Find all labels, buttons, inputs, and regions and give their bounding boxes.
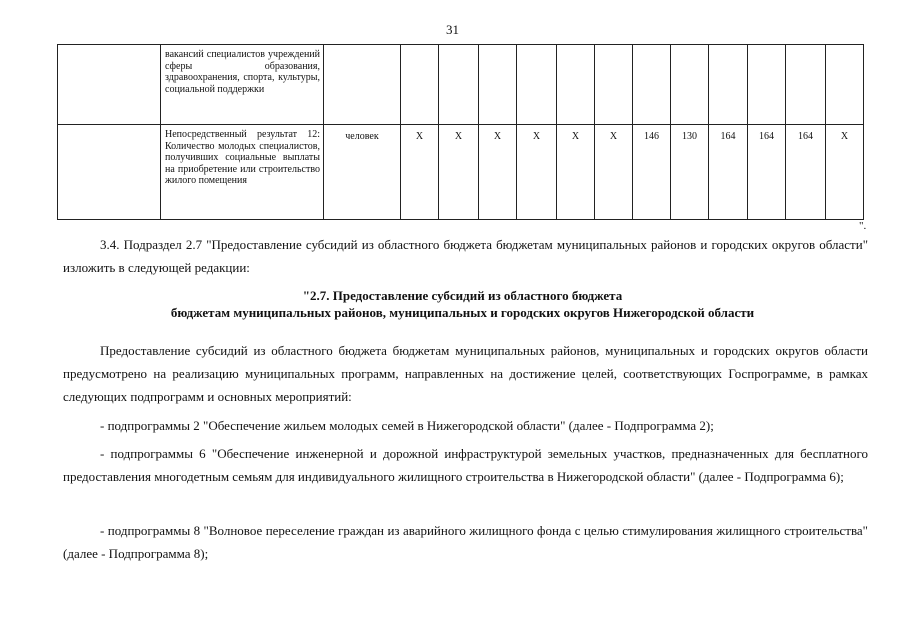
table-cell: X [826,125,864,220]
table-cell: 146 [633,125,671,220]
paragraph-subprogram-6: - подпрограммы 6 "Обеспечение инженерной и дорожной инфраструктурой земельных участков, предназначенных для бесплатного предоставления многодетным семьям для индивидуального жилищного строительства в Нижегородской области" (далее - Подпрограмма 6); [63,446,868,484]
table-cell-unit: человек [324,125,401,220]
page-number: 31 [446,22,459,37]
table-cell-description: Непосредственный результат 12: Количество молодых специалистов, получивших социальные выплаты на приобретение или строительство жилого помещения [161,125,324,220]
table-cell [595,45,633,125]
paragraph-intro: Предоставление субсидий из областного бюджета бюджетам муниципальных районов, муниципальных и городских округов области предусмотрено на реализацию муниципальных программ, направленных на достижение целей, соответствующих Госпрограмме, в рамках следующих подпрограмм и основных мероприятий: [63,343,868,404]
table-cell: 164 [748,125,786,220]
table-cell [786,45,826,125]
table-cell [439,45,479,125]
table-cell: X [595,125,633,220]
table-cell-empty [58,125,161,220]
paragraph-subprogram-8: - подпрограммы 8 "Волновое переселение граждан из аварийного жилищного фонда с целью стимулирования жилищного строительства" (далее - Подпрограмма 8); [63,523,868,561]
table-row [58,125,864,220]
table-cell-unit [324,45,401,125]
table-cell: 164 [709,125,748,220]
table-row [58,45,864,125]
table-cell [517,45,557,125]
table-cell [557,45,595,125]
section-heading-line-2: бюджетам муниципальных районов, муниципальных и городских округов Нижегородской области [170,305,755,320]
closing-quote-mark: ". [859,220,867,232]
table-cell [671,45,709,125]
table-cell: X [401,125,439,220]
table-cell: X [479,125,517,220]
table-cell: X [439,125,479,220]
table-cell: 130 [671,125,709,220]
indicator-table [57,44,864,220]
paragraph-subprogram-2: - подпрограммы 2 "Обеспечение жильем молодых семей в Нижегородской области" (далее - Подпрограмма 2); [100,418,714,433]
section-heading-line-1: "2.7. Предоставление субсидий из областного бюджета [302,288,623,303]
table-cell [748,45,786,125]
table-cell: 164 [786,125,826,220]
table-cell-description: вакансий специалистов учреждений сферы образования, здравоохранения, спорта, культуры, социальной поддержки [161,45,324,125]
table-cell [401,45,439,125]
table-cell [709,45,748,125]
paragraph-amendment-3-4: 3.4. Подраздел 2.7 "Предоставление субсидий из областного бюджета бюджетам муниципальных районов и городских округов области" изложить в следующей редакции: [63,237,868,275]
table-cell: X [557,125,595,220]
table-cell [826,45,864,125]
table-cell [633,45,671,125]
table-cell [479,45,517,125]
table-cell: X [517,125,557,220]
table-cell-empty [58,45,161,125]
